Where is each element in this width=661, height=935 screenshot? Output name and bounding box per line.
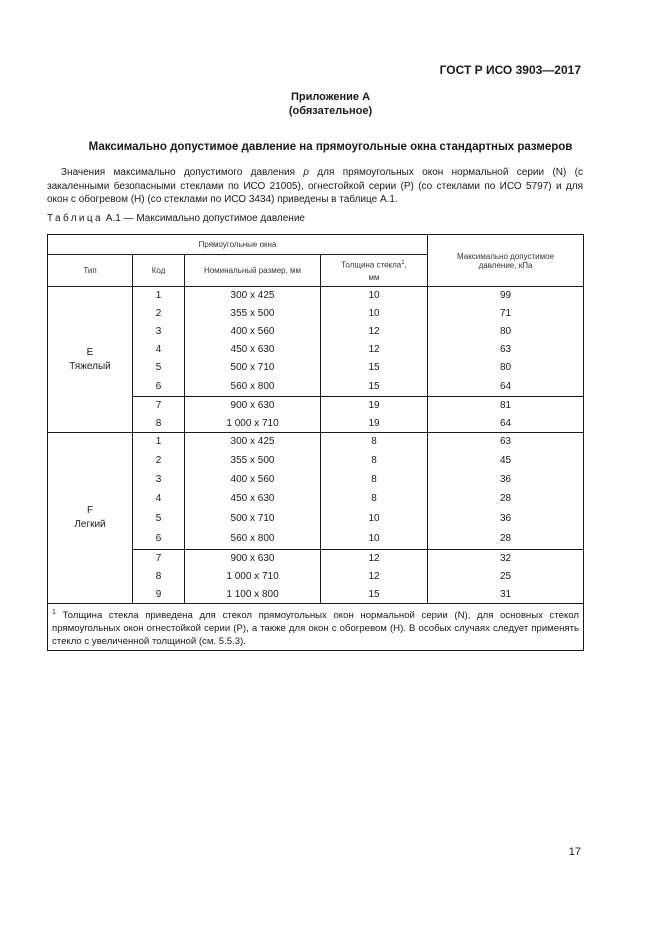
row-pressure: 63 bbox=[428, 341, 584, 359]
row-code: 4 bbox=[133, 341, 185, 359]
row-code: 4 bbox=[133, 489, 185, 509]
table-caption-prefix: Таблица bbox=[47, 213, 104, 224]
row-size: 450 х 630 bbox=[185, 341, 321, 359]
row-pressure: 45 bbox=[428, 451, 584, 470]
row-size: 300 х 425 bbox=[185, 433, 321, 451]
type-cell-e bbox=[48, 287, 133, 433]
row-pressure: 25 bbox=[428, 568, 584, 586]
row-pressure: 36 bbox=[428, 470, 584, 489]
row-thickness: 10 bbox=[321, 528, 428, 550]
row-pressure: 99 bbox=[428, 287, 584, 305]
header-group-windows: Прямоугольные окна bbox=[48, 235, 428, 255]
row-code: 1 bbox=[133, 433, 185, 451]
row-thickness: 12 bbox=[321, 550, 428, 568]
row-thickness: 10 bbox=[321, 305, 428, 323]
type-name: Тяжелый bbox=[69, 360, 111, 372]
row-size: 1 000 х 710 bbox=[185, 415, 321, 433]
row-pressure: 64 bbox=[428, 415, 584, 433]
row-code: 5 bbox=[133, 509, 185, 528]
row-size: 355 х 500 bbox=[185, 451, 321, 470]
row-pressure: 80 bbox=[428, 359, 584, 377]
footnote-marker: 1 bbox=[52, 609, 56, 616]
header-thickness: Толщина стекла$^1$, мм bbox=[321, 255, 428, 287]
table-caption-text: А.1 — Максимально допустимое давление bbox=[103, 213, 305, 224]
appendix-status: (обязательное) bbox=[288, 105, 373, 117]
row-pressure: 71 bbox=[428, 305, 584, 323]
header-pressure: Максимально допустимое давление, кПа bbox=[428, 235, 584, 287]
row-code: 5 bbox=[133, 359, 185, 377]
header-size: Номинальный размер, мм bbox=[185, 255, 321, 287]
row-thickness: 12 bbox=[321, 341, 428, 359]
row-pressure: 28 bbox=[428, 528, 584, 550]
footnote-text: Толщина стекла приведена для стекол прямоугольных окон нормальной серии (N), для основных стекол прямоугольных окон огнестойкой серии (P), а также для окон с обогревом (H). В особых случаях следует применять стекло с увеличенной толщиной (см. 5.5.3). bbox=[52, 610, 579, 648]
intro-paragraph bbox=[47, 166, 583, 207]
row-pressure: 31 bbox=[428, 586, 584, 604]
row-pressure: 32 bbox=[428, 550, 584, 568]
row-thickness: 10 bbox=[321, 509, 428, 528]
row-pressure: 81 bbox=[428, 397, 584, 415]
type-letter: E bbox=[86, 346, 94, 358]
row-thickness: 10 bbox=[321, 287, 428, 305]
section-title: Максимально допустимое давление на прямоугольные окна стандартных размеров bbox=[88, 141, 573, 153]
type-letter: F bbox=[86, 505, 94, 516]
appendix-title: Приложение А bbox=[290, 91, 371, 103]
row-code: 3 bbox=[133, 323, 185, 341]
row-thickness: 19 bbox=[321, 397, 428, 415]
row-size: 400 х 560 bbox=[185, 470, 321, 489]
row-code: 3 bbox=[133, 470, 185, 489]
header-thickness-label: Толщина стекла bbox=[341, 260, 402, 270]
header-type: Тип bbox=[48, 255, 133, 287]
row-code: 2 bbox=[133, 451, 185, 470]
row-size: 560 х 800 bbox=[185, 528, 321, 550]
row-pressure: 63 bbox=[428, 433, 584, 451]
standard-designation: ГОСТ Р ИСО 3903—2017 bbox=[439, 63, 581, 77]
row-thickness: 8 bbox=[321, 433, 428, 451]
row-thickness: 8 bbox=[321, 470, 428, 489]
row-code: 6 bbox=[133, 377, 185, 397]
paragraph-text-end: для прямоугольных окон нормальной серии (N) (с закаленными безопасными стеклами по ИСО 21005), огнестойкой серии (P) (со стеклами по ИСО 5797) и для окон с обогревом (H) (со стеклами по ИСО 3434) приведены в таблице А.1. bbox=[47, 167, 583, 206]
header-code: Код bbox=[133, 255, 185, 287]
row-size: 1 100 х 800 bbox=[185, 586, 321, 604]
row-thickness: 8 bbox=[321, 451, 428, 470]
row-code: 6 bbox=[133, 528, 185, 550]
row-size: 500 х 710 bbox=[185, 359, 321, 377]
row-code: 2 bbox=[133, 305, 185, 323]
row-pressure: 64 bbox=[428, 377, 584, 397]
type-cell-f bbox=[48, 433, 133, 604]
row-size: 400 х 560 bbox=[185, 323, 321, 341]
row-thickness: 15 bbox=[321, 377, 428, 397]
row-size: 300 х 425 bbox=[185, 287, 321, 305]
pressure-variable: p bbox=[303, 167, 309, 178]
row-thickness: 8 bbox=[321, 489, 428, 509]
row-size: 900 х 630 bbox=[185, 397, 321, 415]
header-thickness-unit: мм bbox=[368, 273, 380, 283]
row-size: 1 000 х 710 bbox=[185, 568, 321, 586]
row-pressure: 80 bbox=[428, 323, 584, 341]
row-thickness: 15 bbox=[321, 586, 428, 604]
row-size: 500 х 710 bbox=[185, 509, 321, 528]
row-size: 900 х 630 bbox=[185, 550, 321, 568]
appendix-heading bbox=[0, 90, 661, 118]
row-thickness: 15 bbox=[321, 359, 428, 377]
pressure-table bbox=[47, 234, 584, 651]
row-pressure: 36 bbox=[428, 509, 584, 528]
row-pressure: 28 bbox=[428, 489, 584, 509]
type-name: Легкий bbox=[74, 519, 106, 530]
row-code: 9 bbox=[133, 586, 185, 604]
header-thickness-sup: 1 bbox=[401, 259, 405, 266]
row-thickness: 19 bbox=[321, 415, 428, 433]
row-size: 355 х 500 bbox=[185, 305, 321, 323]
row-code: 8 bbox=[133, 415, 185, 433]
row-code: 7 bbox=[133, 550, 185, 568]
row-size: 560 х 800 bbox=[185, 377, 321, 397]
row-size: 450 х 630 bbox=[185, 489, 321, 509]
row-code: 8 bbox=[133, 568, 185, 586]
paragraph-text-start: Значения максимально допустимого давления bbox=[61, 167, 304, 178]
row-code: 7 bbox=[133, 397, 185, 415]
table-caption bbox=[47, 213, 305, 224]
row-thickness: 12 bbox=[321, 323, 428, 341]
table-footnote bbox=[48, 604, 584, 651]
row-code: 1 bbox=[133, 287, 185, 305]
row-thickness: 12 bbox=[321, 568, 428, 586]
page-number: 17 bbox=[568, 846, 581, 858]
